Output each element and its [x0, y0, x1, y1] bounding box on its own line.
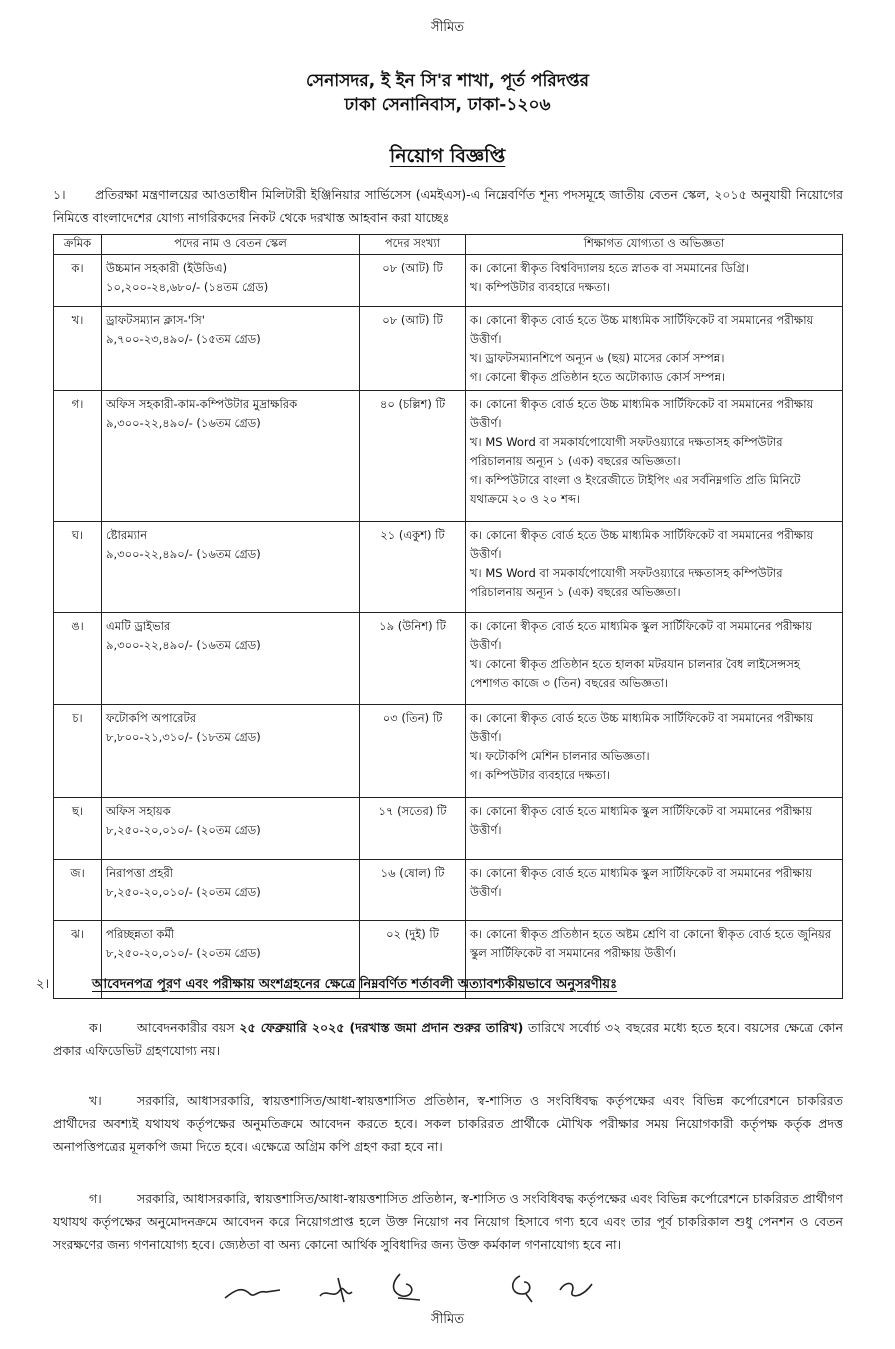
condition-g — [53, 1187, 843, 1256]
post-name: ষ্টোরম্যান — [106, 528, 148, 542]
table-row — [54, 522, 843, 613]
organization-line-2: ঢাকা সেনানিবাস, ঢাকা-১২০৬ — [344, 95, 551, 115]
header-serial: ক্রমিক — [54, 235, 102, 255]
qualification-item: ক। কোনো স্বীকৃত বোর্ড হতে উচ্চ মাধ্যমিক সার্টিফিকেট বা সমমানের পরীক্ষায় উত্তীর্ণ। — [470, 313, 814, 346]
notice-title: নিয়োগ বিজ্ঞপ্তি — [389, 145, 506, 167]
condition-k-text-before: আবেদনকারীর বয়স — [137, 1020, 240, 1035]
section-2-heading — [36, 975, 856, 996]
post-count: ১৭ (সতের) টি — [360, 798, 466, 860]
pay-scale: ৯,৩০০-২২,৪৯০/- (১৬তম গ্রেড) — [106, 638, 261, 652]
signatures — [220, 1268, 640, 1308]
qualification-item: গ। কম্পিউটারে বাংলা ও ইংরেজীতে টাইপিং এর সর্বনিম্নগতি প্রতি মিনিটে যথাক্রমে ২০ ও ২০ শব্দ। — [470, 473, 801, 506]
row-qualification-cell — [466, 705, 843, 798]
signature-1 — [225, 1290, 280, 1298]
post-count: ০৩ (তিন) টি — [360, 705, 466, 798]
header-post: পদের নাম ও বেতন স্কেল — [102, 235, 360, 255]
qualification-item: গ। কম্পিউটার ব্যবহারে দক্ষতা। — [470, 768, 611, 782]
qualification-item: ক। কোনো স্বীকৃত প্রতিষ্ঠান হতে অষ্টম শ্রেণি বা কোনো স্বীকৃত বোর্ড হতে জুনিয়র স্কুল সার্টিফিকেট বা সমমানের পরীক্ষায় উত্তীর্ণ। — [470, 927, 832, 960]
post-count: ০৮ (আট) টি — [360, 307, 466, 391]
qualification-item: গ। কোনো স্বীকৃত প্রতিষ্ঠান হতে অটোক্যাড কোর্স সম্পন্ন। — [470, 370, 726, 384]
qualification-item: খ। কোনো স্বীকৃত প্রতিষ্ঠান হতে হালকা মটরযান চালনার বৈধ লাইসেন্সসহ পেশাগত কাজে ৩ (তিন) বছরের অভিজ্ঞতা। — [470, 657, 800, 690]
qualification-item: ক। কোনো স্বীকৃত বোর্ড হতে উচ্চ মাধ্যমিক সার্টিফিকেট বা সমমানের পরীক্ষায় উত্তীর্ণ। — [470, 711, 814, 744]
signature-2 — [320, 1278, 352, 1302]
post-count: ৪০ (চল্লিশ) টি — [360, 391, 466, 522]
post-count: ০৮ (আট) টি — [360, 255, 466, 307]
qualification-item: খ। MS Word বা সমকার্যপোযোগী সফটওয়্যারে দক্ষতাসহ কম্পিউটার পরিচালনায় অন্যূন ১ (এক) বছরের অভিজ্ঞতা। — [470, 435, 783, 468]
intro-number: ১। — [53, 187, 66, 202]
table-row — [54, 613, 843, 705]
row-post-cell — [102, 522, 360, 613]
row-qualification-cell — [466, 522, 843, 613]
section-2-number: ২। — [36, 977, 50, 992]
post-count: ২১ (একুশ) টি — [360, 522, 466, 613]
pay-scale: ৮,২৫০-২০,০১০/- (২০তম গ্রেড) — [106, 823, 261, 837]
row-qualification-cell — [466, 255, 843, 307]
qualification-item: ক। কোনো স্বীকৃত বিশ্ববিদ্যালয় হতে স্নাতক বা সমমানের ডিগ্রি। — [470, 261, 749, 275]
post-name: নিরাপত্তা প্রহরী — [106, 866, 174, 880]
row-post-cell — [102, 307, 360, 391]
condition-k — [53, 1016, 843, 1062]
signature-5 — [560, 1283, 592, 1295]
condition-kh-label: খ। — [89, 1093, 102, 1108]
signature-4 — [513, 1276, 532, 1302]
post-name: অফিস সহায়ক — [106, 804, 171, 818]
row-post-cell — [102, 255, 360, 307]
row-serial: ছ। — [54, 798, 102, 860]
post-name: উচ্চমান সহকারী (ইউডিএ) — [106, 261, 228, 275]
row-qualification-cell — [466, 307, 843, 391]
qualification-item: খ। MS Word বা সমকার্যপোযোগী সফটওয়্যারে দক্ষতাসহ কম্পিউটার পরিচালনায় অন্যূন ১ (এক) বছরের অভিজ্ঞতা। — [470, 566, 783, 599]
qualification-item: খ। ড্রাফটসম্যানশিপে অন্যূন ৬ (ছয়) মাসের কোর্স সম্পন্ন। — [470, 351, 725, 365]
table-header-row — [54, 235, 843, 255]
pay-scale: ৯,৩০০-২২,৪৯০/- (১৬তম গ্রেড) — [106, 547, 261, 561]
condition-g-text: সরকারি, আধাসরকারি, স্বায়ত্তশাসিত/আধা-স্বায়ত্তশাসিত প্রতিষ্ঠান, স্ব-শাসিত ও সংবিধিবদ্ধ কর্তৃপক্ষের এবং বিভিন্ন কর্পোরেশনে চাকরিরত প্রার্থীগণ যথাযথ কর্তৃপক্ষের অনুমোদনক্রমে আবেদন করে নিয়োগপ্রাপ্ত হলে উক্ত নিয়োগ নব নিয়োগ হিসাবে গণ্য হবে এবং তার পূর্ব চাকরিকাল শুধু পেনশন ও বেতন সংরক্ষণের জন্য গণনাযোগ্য হবে। জ্যেষ্ঠতা বা অন্য কোনো আর্থিক সুবিধাদির জন্য উক্ত কর্মকাল গণনাযোগ্য হবে না। — [53, 1191, 843, 1252]
intro-text: প্রতিরক্ষা মন্ত্রণালয়ের আওতাধীন মিলিটারী ইঞ্জিনিয়ার সার্ভিসেস (এমইএস)-এ নিম্নেবর্ণিত শূন্য পদসমূহে জাতীয় বেতন স্কেল, ২০১৫ অনুযায়ী নিয়োগের নিমিত্তে বাংলাদেশের যোগ্য নাগরিকদের নিকট থেকে দরখাস্ত আহবান করা যাচ্ছেঃ — [53, 187, 843, 225]
table-row — [54, 860, 843, 921]
header-count: পদের সংখ্যা — [360, 235, 466, 255]
condition-k-bold-date: ২৫ ফেব্রুয়ারি ২০২৫ (দরখাস্ত জমা প্রদান শুরুর তারিখ) — [239, 1020, 524, 1035]
organization-line-1: সেনাসদর, ই ইন সি'র শাখা, পূর্ত পরিদপ্তর — [305, 71, 589, 91]
row-post-cell — [102, 798, 360, 860]
row-post-cell — [102, 613, 360, 705]
header-qualification: শিক্ষাগত যোগ্যতা ও অভিজ্ঞতা — [466, 235, 843, 255]
condition-kh-text: সরকারি, আধাসরকারি, স্বায়ত্তশাসিত/আধা-স্বায়ত্তশাসিত প্রতিষ্ঠান, স্ব-শাসিত ও সংবিধিবদ্ধ কর্তৃপক্ষের এবং বিভিন্ন কর্পোরেশনে চাকরিরত প্রার্থীদের অবশ্যই যথাযথ কর্তৃপক্ষের অনুমতিক্রমে আবেদন করতে হবে। সকল চাকরিরত প্রার্থীকে মৌখিক পরীক্ষার সময় নিয়োগকারী কর্তৃপক্ষ কর্তৃক প্রদত্ত অনাপত্তিপত্রের মূলকপি জমা দিতে হবে। এক্ষেত্রে অগ্রিম কপি গ্রহণ করা হবে না। — [53, 1093, 843, 1154]
row-serial: গ। — [54, 391, 102, 522]
classification-mark-bottom: সীমিত — [431, 1312, 464, 1327]
table-row — [54, 307, 843, 391]
qualification-item: খ। কম্পিউটার ব্যবহারে দক্ষতা। — [470, 280, 611, 294]
row-qualification-cell — [466, 860, 843, 921]
row-qualification-cell — [466, 798, 843, 860]
pay-scale: ১০,২০০-২৪,৬৮০/- (১৪তম গ্রেড) — [106, 280, 269, 294]
pay-scale: ৯,৩০০-২২,৪৯০/- (১৬তম গ্রেড) — [106, 416, 261, 430]
row-post-cell — [102, 391, 360, 522]
post-name: ড্রাফটসম্যান ক্লাস-'সি' — [106, 313, 205, 327]
row-serial: ক। — [54, 255, 102, 307]
qualification-item: ক। কোনো স্বীকৃত বোর্ড হতে উচ্চ মাধ্যমিক সার্টিফিকেট বা সমমানের পরীক্ষায় উত্তীর্ণ। — [470, 397, 814, 430]
table-row — [54, 798, 843, 860]
table-row — [54, 255, 843, 307]
classification-mark-top: সীমিত — [431, 20, 464, 35]
row-post-cell — [102, 860, 360, 921]
pay-scale: ৮,২৫০-২০,০১০/- (২০তম গ্রেড) — [106, 946, 261, 960]
pay-scale: ৮,২৫০-২০,০১০/- (২০তম গ্রেড) — [106, 885, 261, 899]
row-serial: ঘ। — [54, 522, 102, 613]
qualification-item: ক। কোনো স্বীকৃত বোর্ড হতে মাধ্যমিক স্কুল সার্টিফিকেট বা সমমানের পরীক্ষায় উত্তীর্ণ। — [470, 619, 812, 652]
condition-kh — [53, 1089, 843, 1158]
row-qualification-cell — [466, 613, 843, 705]
table-row — [54, 705, 843, 798]
qualification-item: ক। কোনো স্বীকৃত বোর্ড হতে উচ্চ মাধ্যমিক সার্টিফিকেট বা সমমানের পরীক্ষায় উত্তীর্ণ। — [470, 528, 814, 561]
pay-scale: ৯,৭০০-২৩,৪৯০/- (১৫তম গ্রেড) — [106, 332, 261, 346]
post-count: ১৬ (ষোল) টি — [360, 860, 466, 921]
post-name: অফিস সহকারী-কাম-কম্পিউটার মুদ্রাক্ষরিক — [106, 397, 298, 411]
row-serial: ঝ। — [54, 921, 102, 999]
table-row — [54, 391, 843, 522]
condition-g-label: গ। — [89, 1191, 102, 1206]
qualification-item: ক। কোনো স্বীকৃত বোর্ড হতে মাধ্যমিক স্কুল সার্টিফিকেট বা সমমানের পরীক্ষায় উত্তীর্ণ। — [470, 804, 812, 837]
row-serial: জ। — [54, 860, 102, 921]
row-serial: ঙ। — [54, 613, 102, 705]
row-serial: খ। — [54, 307, 102, 391]
post-name: পরিচ্ছন্নতা কর্মী — [106, 927, 175, 941]
qualification-item: ক। কোনো স্বীকৃত বোর্ড হতে মাধ্যমিক স্কুল সার্টিফিকেট বা সমমানের পরীক্ষায় উত্তীর্ণ। — [470, 866, 812, 899]
qualification-item: খ। ফটোকপি মেশিন চালনার অভিজ্ঞতা। — [470, 749, 650, 763]
row-post-cell — [102, 705, 360, 798]
pay-scale: ৮,৮০০-২১,৩১০/- (১৮তম গ্রেড) — [106, 730, 261, 744]
intro-paragraph — [53, 183, 843, 229]
signature-3 — [394, 1274, 421, 1300]
post-name: এমটি ড্রাইভার — [106, 619, 171, 633]
section-2-text: আবেদনপত্র পূরণ এবং পরীক্ষায় অংশগ্রহনের ক্ষেত্রে নিম্নবর্ণিত শর্তাবলী অত্যাবশ্যকীয়ভাবে অনুসরণীয়ঃ — [92, 977, 618, 992]
vacancy-table-body — [54, 255, 843, 999]
post-count: ১৯ (উনিশ) টি — [360, 613, 466, 705]
row-serial: চ। — [54, 705, 102, 798]
condition-k-text-after: তারিখে সর্বোর্চ ৩২ বছরের মধ্যে হতে হবে। বয়সের ক্ষেত্রে কোন প্রকার এফিডেভিট গ্রহণযোগ্য নয়। — [53, 1020, 843, 1058]
row-qualification-cell — [466, 391, 843, 522]
post-count: ০২ (দুই) টি — [360, 921, 466, 999]
post-name: ফটোকপি অপারেটর — [106, 711, 197, 725]
vacancy-table — [53, 234, 843, 999]
condition-k-label: ক। — [89, 1020, 103, 1035]
